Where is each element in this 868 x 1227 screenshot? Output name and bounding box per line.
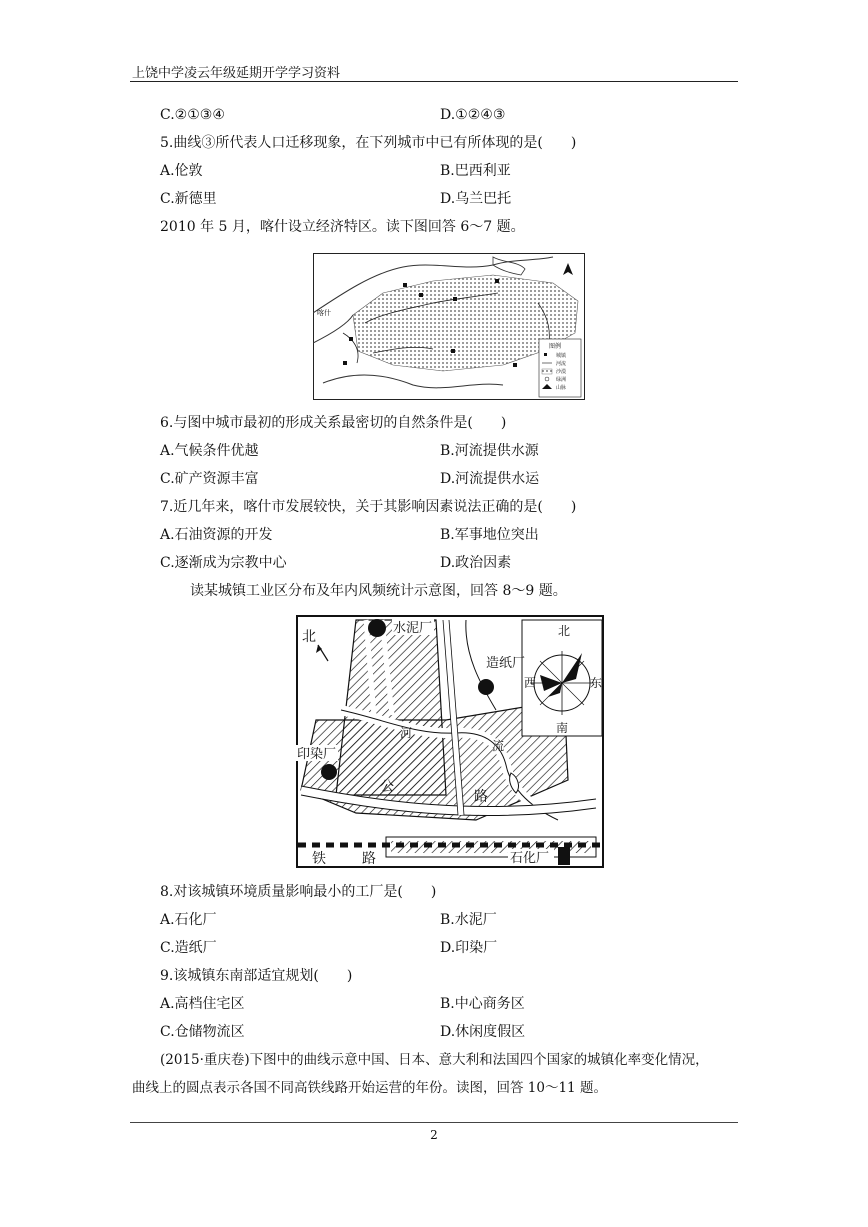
wind-rose xyxy=(522,620,602,736)
header-divider xyxy=(130,81,738,82)
q5-option-c: C.新德里 xyxy=(160,191,217,207)
q9-option-d: D.休闲度假区 xyxy=(440,1024,526,1040)
q9-option-b: B.中心商务区 xyxy=(440,996,525,1012)
dye-plant-label: 印染厂 xyxy=(297,747,337,762)
q4-option-d: D.①②④③ xyxy=(440,107,506,123)
q8-option-c: C.造纸厂 xyxy=(160,940,217,956)
q7-option-a: A.石油资源的开发 xyxy=(160,527,273,543)
map2-north-label: 北 xyxy=(302,629,316,645)
river-char: 河 xyxy=(400,726,413,740)
q7-option-c: C.逐渐成为宗教中心 xyxy=(160,555,287,571)
q9-option-a: A.高档住宅区 xyxy=(160,996,245,1012)
q5-option-d: D.乌兰巴托 xyxy=(440,191,512,207)
q5-option-b: B.巴西利亚 xyxy=(440,163,511,179)
q6-option-d: D.河流提供水运 xyxy=(440,471,540,487)
road-char: 路 xyxy=(474,789,488,805)
petrochem-plant-marker xyxy=(558,847,570,865)
river-char: 流 xyxy=(492,739,505,753)
q8-stem: 8.对该城镇环境质量影响最小的工厂是( ) xyxy=(160,884,437,900)
page-number: 2 xyxy=(430,1128,438,1142)
q8-option-a: A.石化厂 xyxy=(160,912,217,928)
road-char: 公 xyxy=(380,779,394,795)
rail-char: 路 xyxy=(362,851,376,867)
q6-option-c: C.矿产资源丰富 xyxy=(160,471,259,487)
paper-mill-label: 造纸厂 xyxy=(486,656,526,671)
q7-option-d: D.政治因素 xyxy=(440,555,512,571)
intro-6-7: 2010 年 5 月，喀什设立经济特区。读下图回答 6～7 题。 xyxy=(160,219,525,235)
intro-8-9: 读某城镇工业区分布及年内风频统计示意图，回答 8～9 题。 xyxy=(190,583,567,599)
q6-option-a: A.气候条件优越 xyxy=(160,443,259,459)
legend-item: 沙漠 xyxy=(556,369,567,375)
cement-plant-label: 水泥厂 xyxy=(393,621,433,636)
petrochem-plant-label: 石化厂 xyxy=(510,851,550,866)
kashgar-label: 喀什 xyxy=(317,309,331,317)
town-industry-map xyxy=(296,615,604,872)
document-header: 上饶中学凌云年级延期开学学习资料 xyxy=(132,66,341,81)
q7-option-b: B.军事地位突出 xyxy=(440,527,539,543)
rose-south-label: 南 xyxy=(556,721,569,735)
q5-option-a: A.伦敦 xyxy=(160,163,203,179)
rose-west-label: 西 xyxy=(524,676,537,690)
q8-option-b: B.水泥厂 xyxy=(440,912,497,928)
footer-divider xyxy=(130,1122,738,1123)
intro-10-11-line2: 曲线上的圆点表示各国不同高铁线路开始运营的年份。读图，回答 10～11 题。 xyxy=(132,1080,607,1096)
kashgar-map xyxy=(313,253,585,404)
legend-item: 城镇 xyxy=(556,353,567,359)
q5-stem: 5.曲线③所代表人口迁移现象，在下列城市中已有所体现的是( ) xyxy=(160,135,577,151)
rail-char: 铁 xyxy=(312,851,326,867)
map1-legend xyxy=(539,339,581,397)
dye-plant-marker xyxy=(321,764,337,780)
legend-item: 山脉 xyxy=(556,385,567,391)
rose-east-label: 东 xyxy=(590,676,603,690)
q8-option-d: D.印染厂 xyxy=(440,940,498,956)
legend-title: 图例 xyxy=(549,343,562,350)
q6-stem: 6.与图中城市最初的形成关系最密切的自然条件是( ) xyxy=(160,415,507,431)
q9-stem: 9.该城镇东南部适宜规划( ) xyxy=(160,968,353,984)
q4-option-c: C.②①③④ xyxy=(160,107,225,123)
rose-north-label: 北 xyxy=(558,624,571,638)
intro-10-11-line1: (2015·重庆卷)下图中的曲线示意中国、日本、意大利和法国四个国家的城镇化率变化情况， xyxy=(160,1052,709,1068)
legend-item: 河流 xyxy=(556,361,567,367)
cement-plant-marker xyxy=(368,619,386,637)
q6-option-b: B.河流提供水源 xyxy=(440,443,539,459)
paper-mill-marker xyxy=(478,679,494,695)
q7-stem: 7.近几年来，喀什市发展较快，关于其影响因素说法正确的是( ) xyxy=(160,499,577,515)
q9-option-c: C.仓储物流区 xyxy=(160,1024,245,1040)
legend-item: 绿洲 xyxy=(556,377,567,383)
